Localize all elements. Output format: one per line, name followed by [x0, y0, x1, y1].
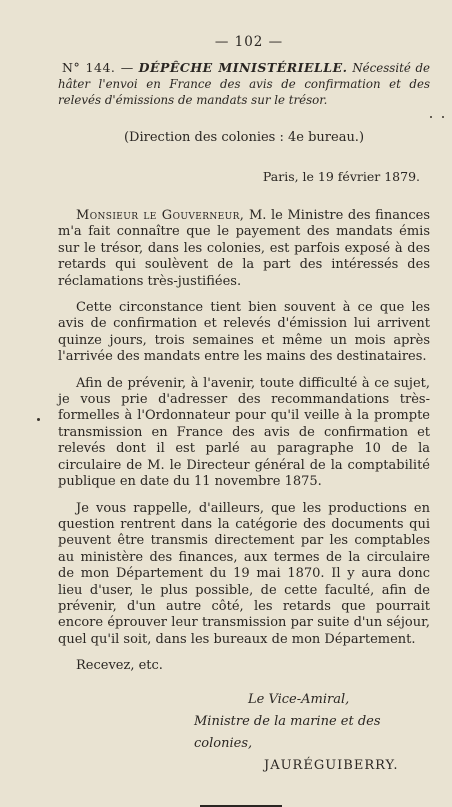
paragraph-1 [58, 208, 430, 290]
dispatch-subtitle: Nécessité de hâter l'envoi en France des avis de confirmation et des relevés d'émissions de mandats sur le trésor. [58, 61, 430, 107]
signature-name: JAURÉGUIBERRY. [264, 757, 399, 773]
dispatch-number: N° 144. — [62, 60, 134, 75]
date-line: Paris, le 19 février 1879. [262, 169, 420, 184]
dispatch-heading [58, 60, 430, 108]
paragraph-3: Afin de prévenir, à l'avenir, toute difficulté à ce sujet, je vous prie d'adresser des recommandations très-formelles à l'Ordonnateur pour qu'il veille à la prompte transmission en France des avis de confirmation et relevés dont il est parlé au paragraphe 10 de la circulaire de M. le Directeur général de la comptabilité publique en date du 11 novembre 1875. [58, 375, 430, 490]
signature-block [58, 689, 430, 777]
letter-body [58, 208, 430, 675]
direction-line: (Direction des colonies : 4e bureau.) [123, 130, 365, 145]
margin-speck [430, 116, 432, 118]
salutation: Monsieur le Gouverneur, [76, 208, 245, 223]
margin-speck [37, 418, 40, 421]
margin-speck [442, 116, 444, 118]
paragraph-2: Cette circonstance tient bien souvent à ce que les avis de confirmation et relevés d'émission lui arrivent quinze jours, trois semaines et même un mois après l'arrivée des mandats entre les mains des destinataires. [58, 300, 430, 365]
signature-office: Ministre de la marine et des colonies, [194, 713, 381, 751]
signature-rank: Le Vice-Amiral, [248, 691, 350, 707]
dispatch-title: DÉPÊCHE MINISTÉRIELLE. [138, 60, 348, 75]
end-rule [200, 805, 282, 807]
paragraph-1-text: M. le Ministre des finances m'a fait connaître que le payement des mandats émis sur le trésor, dans les colonies, est parfois exposé à des retards qui soulèvent de la part des intéressés des réclamations très-justifiées. [58, 208, 430, 289]
paragraph-4: Je vous rappelle, d'ailleurs, que les productions en question rentrent dans la catégorie des documents qui peuvent être transmis directement par les comptables au ministère des finances, aux termes de la circulaire de mon Département du 19 mai 1870. Il y aura donc lieu d'user, le plus possible, de cette faculté, afin de prévenir, d'un autre côté, les retards que pourrait encore éprouver leur transmission par suite d'un séjour, quel qu'il soit, dans les bureaux de mon Département. [58, 500, 430, 647]
page-number: — 102 — [214, 34, 284, 50]
closing-line: Recevez, etc. [76, 658, 163, 674]
